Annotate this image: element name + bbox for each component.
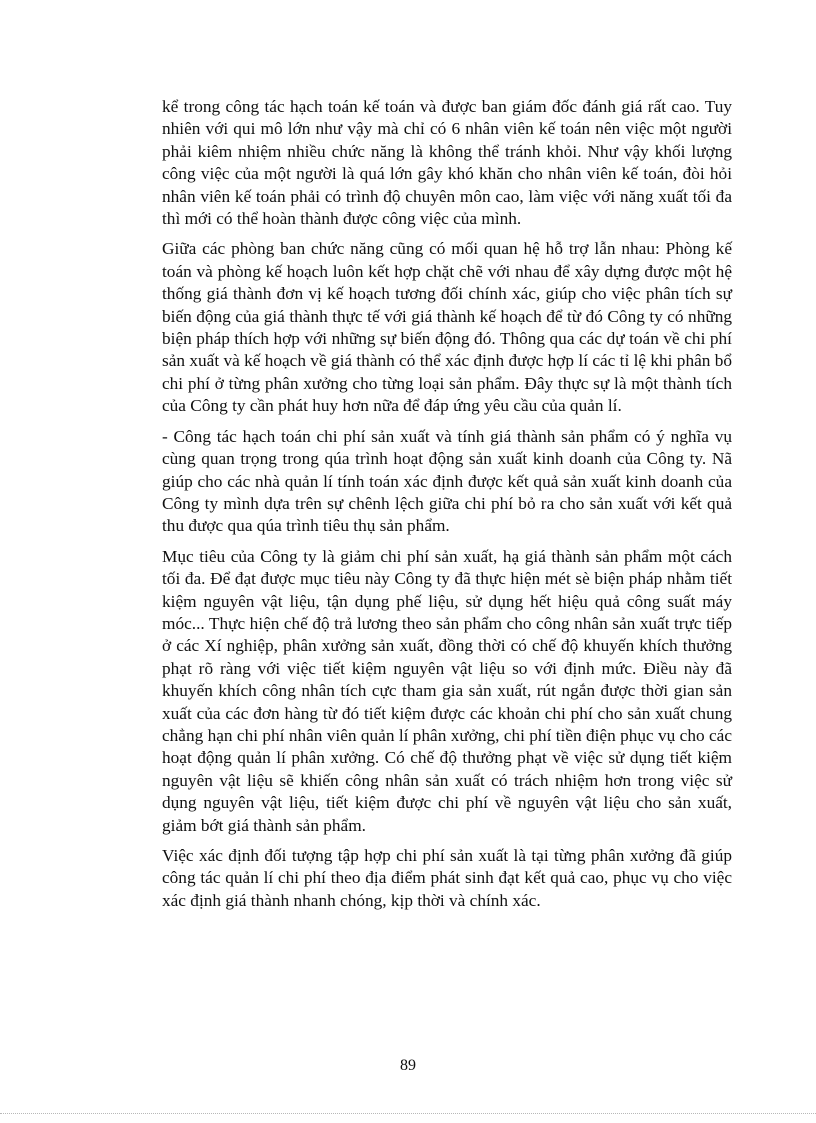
paragraph: Mục tiêu của Công ty là giảm chi phí sản xuất, hạ giá thành sản phẩm một cách tối đa. Để đạt được mục tiêu này Công ty đã thực hiện mét sè biện pháp nhằm tiết kiệm nguyên vật liệu, tận dụng phế liệu, sử dụng hết hiệu quả công suất máy móc... Thực hiện chế độ trả lương theo sản phẩm cho công nhân sản xuất trực tiếp ở các Xí nghiệp, phân xưởng sản xuất, đồng thời có chế độ khuyến khích thưởng phạt rõ ràng với việc tiết kiệm nguyên vật liệu so với định mức. Điều này đã khuyến khích công nhân tích cực tham gia sản xuất, rút ngắn được thời gian sản xuất của các đơn hàng từ đó tiết kiệm được các khoản chi phí cho sản xuất chung chẳng hạn chi phí nhân viên quản lí phân xưởng, chi phí tiền điện phục vụ cho các hoạt động quản lí phân xưởng. Có chế độ thưởng phạt về việc sử dụng tiết kiệm nguyên vật liệu sẽ khiến công nhân sản xuất có trách nhiệm hơn trong việc sử dụng nguyên vật liệu, tiết kiệm được chi phí về nguyên vật liệu cho sản xuất, giảm bớt giá thành sản phẩm.: [162, 546, 732, 835]
paragraph: - Công tác hạch toán chi phí sản xuất và tính giá thành sản phẩm có ý nghĩa vụ cùng quan trọng trong qúa trình hoạt động sản xuất kinh doanh của Công ty. Nã giúp cho các nhà quản lí tính toán xác định được kết quả sản xuất kinh doanh của Công ty mình dựa trên sự chênh lệch giữa chi phí bỏ ra cho sản xuất với kết quả thu được qua qúa trình tiêu thụ sản phẩm.: [162, 426, 732, 536]
page-number: 89: [400, 1057, 416, 1074]
footer-divider: [0, 1113, 816, 1114]
paragraph: kể trong công tác hạch toán kế toán và được ban giám đốc đánh giá rất cao. Tuy nhiên với qui mô lớn như vậy mà chỉ có 6 nhân viên kế toán nên việc một người phải kiêm nhiệm nhiều chức năng là không thể tránh khỏi. Như vậy khối lượng công việc của một người là quá lớn gây khó khăn cho nhân viên kế toán, đòi hỏi nhân viên kế toán phải có trình độ chuyên môn cao, làm việc với năng xuất tối đa thì mới có thể hoàn thành được công việc của mình.: [162, 97, 732, 229]
paragraph: Việc xác định đối tượng tập hợp chi phí sản xuất là tại từng phân xưởng đã giúp công tác quản lí chi phí theo địa điểm phát sinh đạt kết quả cao, phục vụ cho việc xác định giá thành nhanh chóng, kịp thời và chính xác.: [162, 846, 732, 910]
body-text: [162, 96, 732, 920]
paragraph: Giữa các phòng ban chức năng cũng có mối quan hệ hỗ trợ lẫn nhau: Phòng kế toán và phòng kế hoạch luôn kết hợp chặt chẽ với nhau để xây dựng được một hệ thống giá thành đơn vị kế hoạch tương đối chính xác, giúp cho việc phân tích sự biến động của giá thành thực tế với giá thành kế hoạch để từ đó Công ty có những biện pháp thích hợp với những sự biến động đó. Thông qua các dự toán về chi phí sản xuất và kế hoạch về giá thành có thể xác định được hợp lí các tỉ lệ khi phân bổ chi phí ở từng phân xưởng cho từng loại sản phẩm. Đây thực sự là một thành tích của Công ty cần phát huy hơn nữa để đáp ứng yêu cầu của quản lí.: [162, 239, 732, 416]
